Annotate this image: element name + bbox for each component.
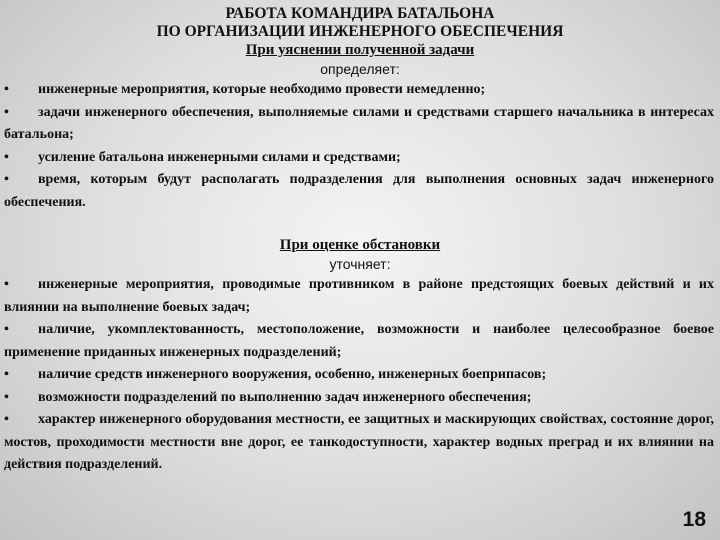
list-item-text: наличие средств инженерного вооружения, особенно, инженерных боеприпасов; — [38, 367, 547, 382]
section-situation — [0, 236, 720, 477]
list-item — [4, 147, 714, 170]
list-item — [4, 102, 714, 147]
bullet-icon: • — [4, 389, 9, 405]
list-item-text: инженерные мероприятия, которые необходимо провести немедленно; — [38, 82, 486, 97]
bullet-list — [0, 79, 720, 214]
list-item-text: время, которым будут располагать подразделения для выполнения основных задач инженерного обеспечения. — [4, 172, 714, 210]
list-item — [4, 319, 714, 364]
section-verb: уточняет: — [329, 256, 391, 272]
bullet-icon: • — [4, 277, 9, 292]
bullet-icon: • — [4, 149, 9, 165]
bullet-icon: • — [4, 367, 9, 382]
list-item — [4, 274, 714, 319]
list-item — [4, 387, 714, 410]
bullet-icon: • — [4, 412, 9, 427]
list-item — [4, 79, 714, 102]
title-line-1: РАБОТА КОМАНДИРА БАТАЛЬОНА — [225, 5, 495, 22]
page-number: 18 — [682, 508, 706, 531]
bullet-icon: • — [4, 172, 9, 187]
list-item-text: характер инженерного оборудования местности, ее защитных и маскирующих свойствах, состояние дорог, мостов, проходимости местности вне дорог, ее танкодоступности, характер водных преград и их влиянии на действия подразделений. — [4, 412, 714, 472]
section-heading: При уяснении полученной задачи — [245, 42, 475, 58]
section-verb: определяет: — [320, 61, 400, 77]
slide-title — [0, 0, 720, 41]
bullet-icon: • — [4, 104, 9, 120]
list-item-text: возможности подразделений по выполнению задач инженерного обеспечения; — [38, 389, 532, 405]
list-item-text: наличие, укомплектованность, местоположение, возможности и наиболее целесообразное боевое применение приданных инженерных подразделений; — [4, 322, 714, 360]
bullet-list — [0, 274, 720, 477]
list-item-text: инженерные мероприятия, проводимые противником в районе предстоящих боевых действий и их влиянии на выполнение боевых задач; — [4, 277, 714, 315]
list-item-text: усиление батальона инженерными силами и средствами; — [38, 149, 401, 165]
bullet-icon: • — [4, 82, 9, 97]
section-task — [0, 41, 720, 214]
list-item-text: задачи инженерного обеспечения, выполняемые силами и средствами старшего начальника в интересах батальона; — [4, 104, 714, 142]
section-heading: При оценке обстановки — [279, 237, 441, 253]
list-item — [4, 409, 714, 477]
bullet-icon: • — [4, 322, 9, 337]
section-spacer — [0, 214, 720, 236]
list-item — [4, 169, 714, 214]
title-line-2: ПО ОРГАНИЗАЦИИ ИНЖЕНЕРНОГО ОБЕСПЕЧЕНИЯ — [156, 23, 564, 40]
list-item — [4, 364, 714, 387]
